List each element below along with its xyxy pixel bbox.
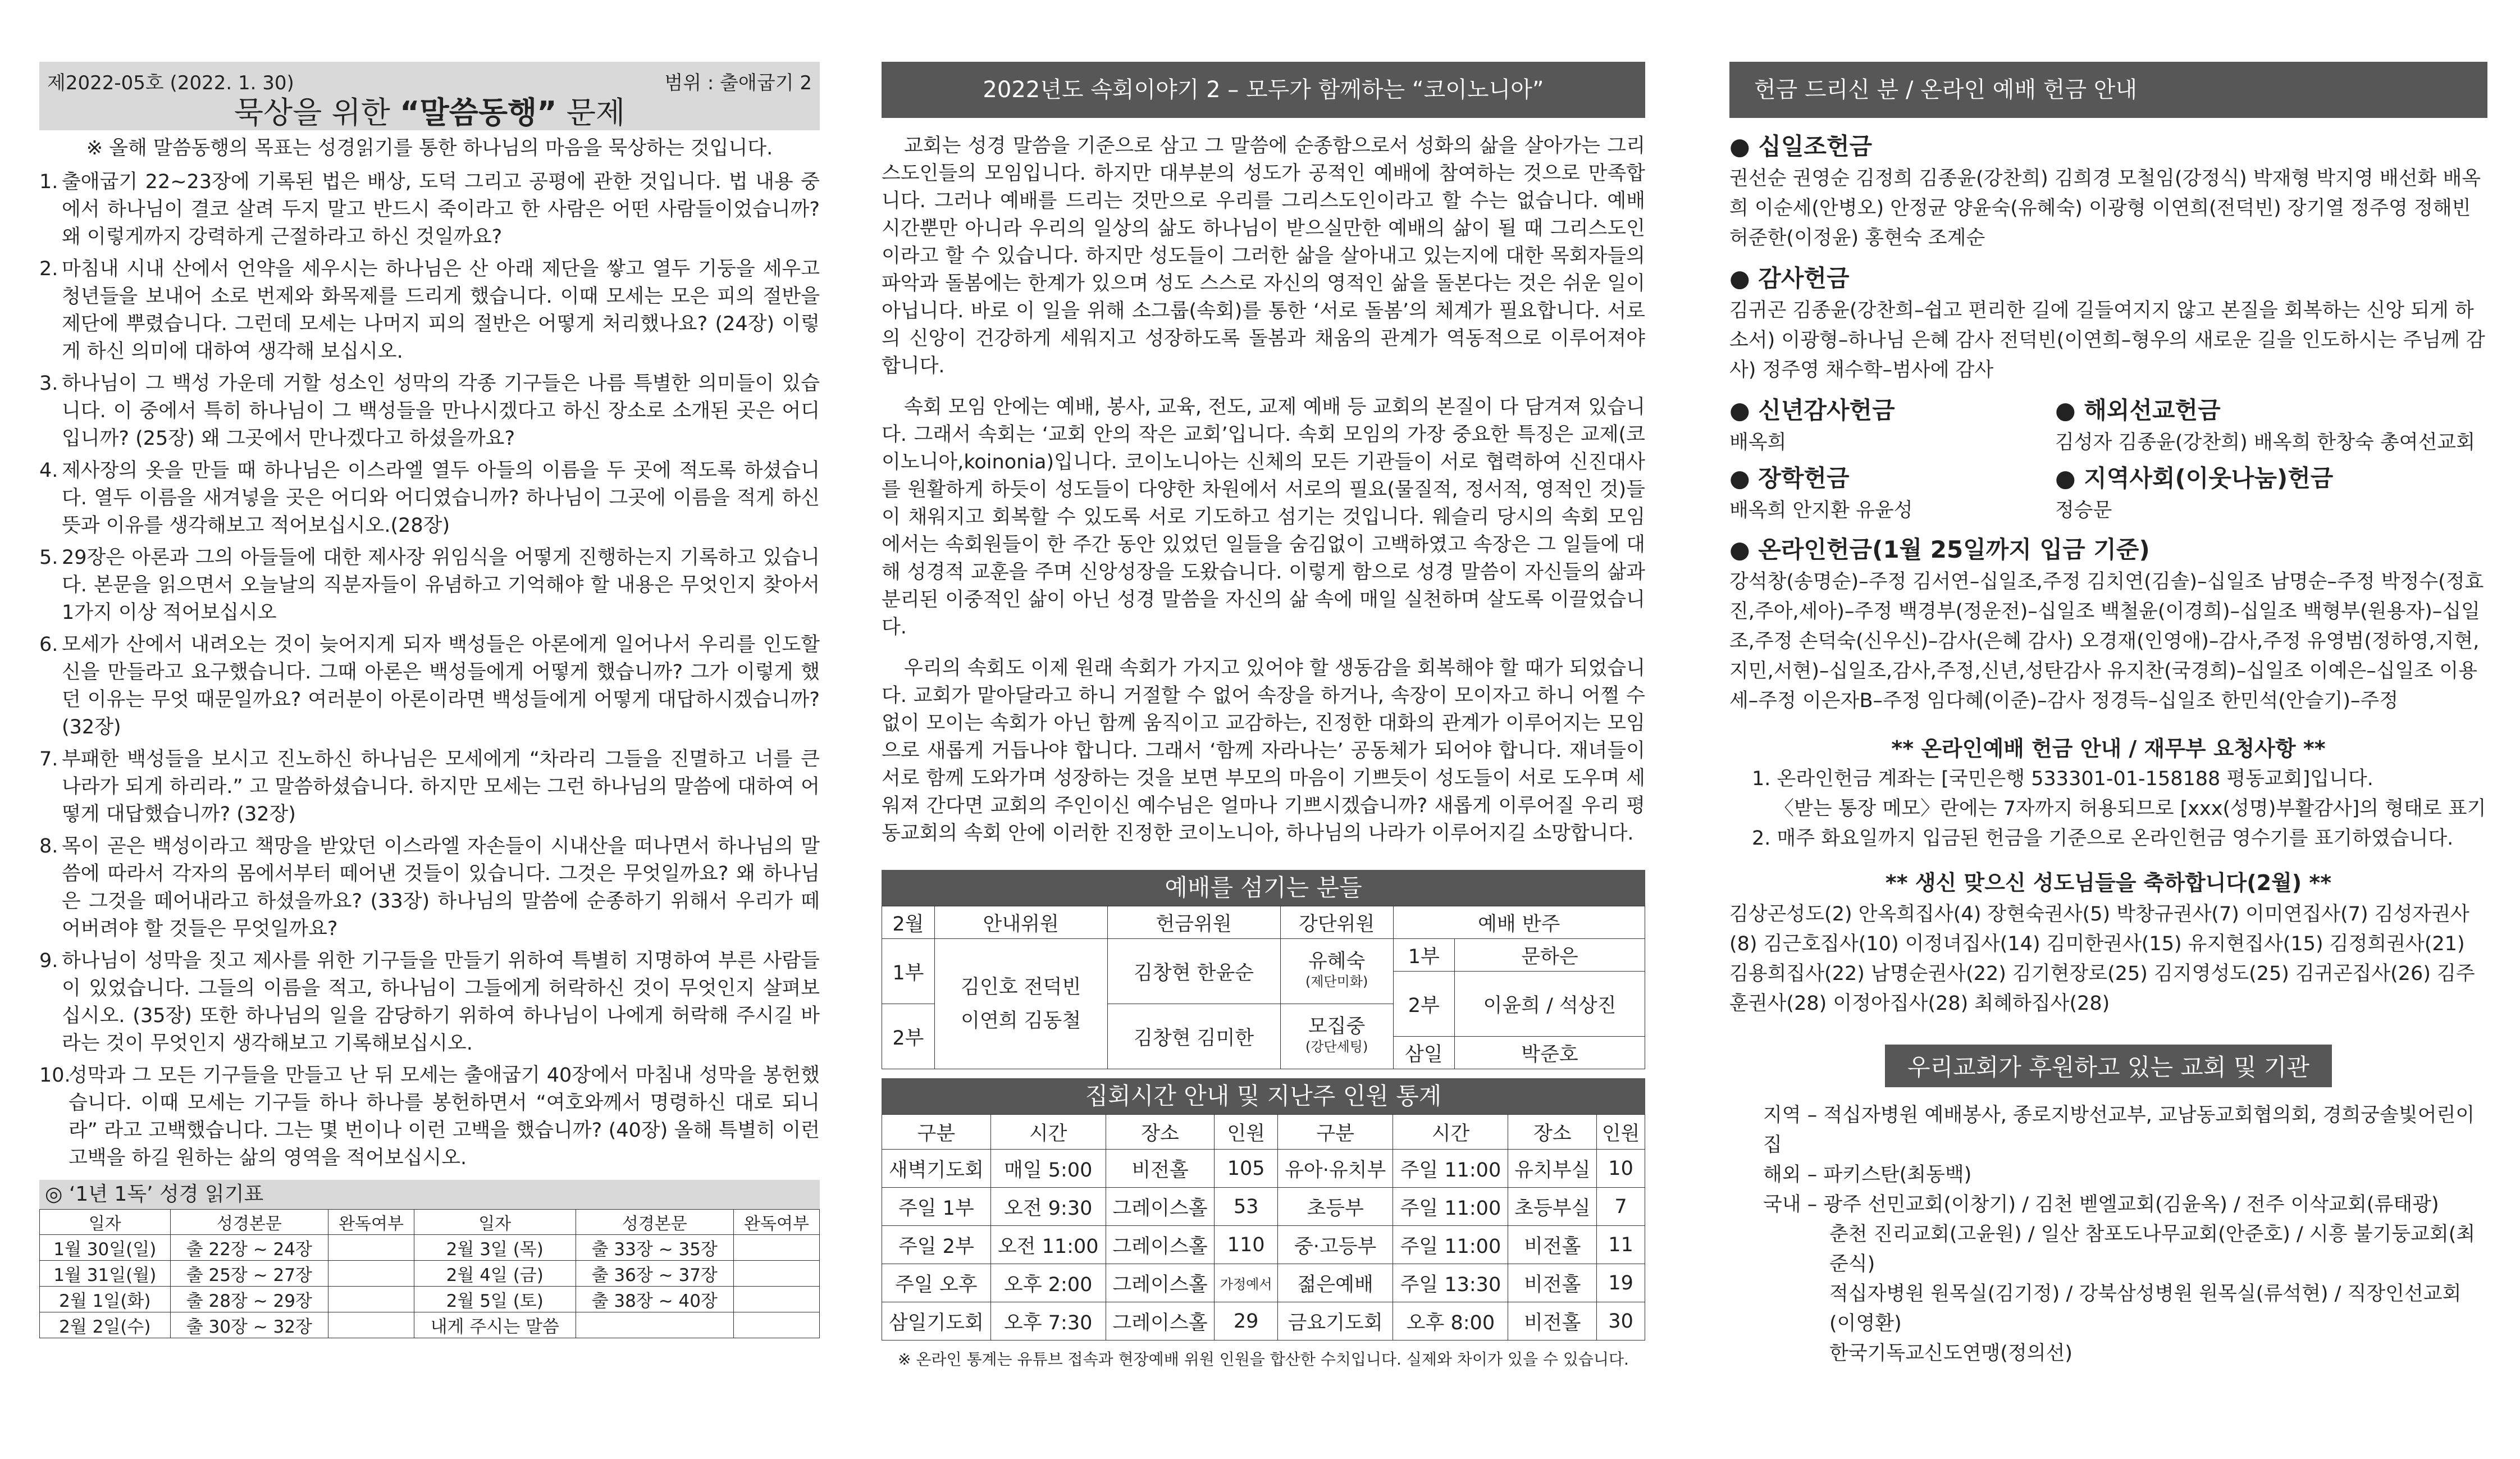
table-cell: 오후 8:00 (1393, 1302, 1508, 1341)
table-row (882, 1188, 1645, 1226)
read-checkbox[interactable] (734, 1235, 820, 1261)
title-bold: “말씀동행” (400, 95, 557, 130)
article-paragraph: 우리의 속회도 이제 원래 속회가 가지고 있어야 할 생동감을 회복해야 할 때가 되었습니다. 교회가 맡아달라고 하니 거절할 수 없어 속장을 하거나, 속장이 모이자고 하니 어쩔 수 없이 모이는 속회가 아닌 함께 움직이고 교감하는, 진정한 대화의 관계가 이루어지는 모임으로 새롭게 거듭나야 합니다. 그래서 ‘함께 자라나는’ 공동체가 되어야 합니다. 재녀들이 서로 함께 도와가며 성장하는 것을 보면 부모의 마음이 기쁘듯이 성도들이 서로 도우며 세워져 간다면 교회의 주인이신 예수님은 얼마나 기쁘시겠습니까? 새롭게 이루어질 우리 평동교회의 속회 안에 이러한 진정한 코이노니아, 하나님의 나라가 이루어지길 소망합니다. (882, 657, 1645, 845)
read-checkbox[interactable] (734, 1312, 820, 1338)
table-cell: 1월 30일(일) (40, 1235, 171, 1261)
table-header: 인원 (1215, 1115, 1278, 1150)
question-text: 29장은 아론과 그의 아들들에 대한 제사장 위임식을 어떻게 진행하는지 기록하고 있습니다. 본문을 읽으면서 오늘날의 직분자들이 유념하고 기억해야 할 내용은 무엇인지 찾아서 1가지 이상 적어보십시오 (62, 546, 820, 624)
table-cell (1280, 1004, 1393, 1069)
read-checkbox[interactable] (328, 1261, 414, 1287)
table-header: 성경본문 (170, 1210, 328, 1235)
mission-title: ● 해외선교헌금 (2055, 396, 2221, 424)
stats-table (882, 1114, 1645, 1341)
stats-title: 집회시간 안내 및 지난주 인원 통계 (882, 1078, 1645, 1114)
table-cell: 김창현 한윤순 (1107, 939, 1280, 1004)
table-cell: 비전홀 (1508, 1264, 1597, 1302)
issue-number: 제2022-05호 (2022. 1. 30) (47, 72, 294, 94)
online-names: 강석창(송명순)–주정 김서연–십일조,주정 김치연(김솔)–십일조 남명순–주정 박정수(정효진,주아,세아)–주정 백경부(정운전)–십일조 백철윤(이경희)–십일조 백형부(원용자)–십일조,주정 손덕숙(신우신)–감사(은혜 감사) 오경재(인영애)–감사,주정 유영범(정하영,지현,지민,서현)–십일조,감사,주정,신년,성탄감사 유지찬(국경희)–십일조 이예은–십일조 이용세–주정 이은자B–주정 임다혜(이준)–감사 정경득–십일조 한민석(안슬기)–주정 (1729, 571, 2484, 712)
table-cell: 7 (1597, 1188, 1645, 1226)
question-number: 6. (39, 633, 58, 656)
thanks-names: 김귀곤 김종윤(강찬희–쉽고 편리한 길에 길들여지지 않고 본질을 회복하는 신앙 되게 하소서) 이광형–하나님 은혜 감사 전덕빈(이연희–형우의 새로운 길을 인도하시는 주님께 감사) 정주영 채수학–범사에 감사 (1729, 299, 2485, 381)
support-local: 지역 – 적십자병원 예배봉사, 종로지방선교부, 교남동교회협의회, 경희궁솔빛어린이집 (1763, 1104, 2475, 1156)
table-header: 일자 (414, 1210, 576, 1235)
table-cell: 금요기도회 (1277, 1302, 1393, 1341)
table-header: 시간 (990, 1115, 1106, 1150)
table-cell: 새벽기도회 (882, 1150, 991, 1188)
table-cell: 오전 11:00 (990, 1226, 1106, 1264)
table-cell: 30 (1597, 1302, 1645, 1341)
question-item (39, 947, 820, 1057)
newyear-title: ● 신년감사헌금 (1729, 396, 1895, 424)
stats-note: ※ 온라인 통계는 유튜브 접속과 현장예배 위원 인원을 합산한 수치입니다. 실제와 차이가 있을 수 있습니다. (898, 1350, 1629, 1369)
table-header: 인원 (1597, 1115, 1645, 1150)
table-header: 강단위원 (1280, 906, 1393, 939)
table-cell: 이윤희 / 석상진 (1454, 972, 1645, 1037)
table-cell: 초등부 (1277, 1188, 1393, 1226)
table-cell: 53 (1215, 1188, 1278, 1226)
left-column (39, 62, 820, 1338)
question-number: 7. (39, 748, 58, 770)
online-guide-1b: 〈받는 통장 메모〉란에는 7자까지 허용되므로 [xxx(성명)부활감사]의 형태로 표기 (1774, 797, 2486, 820)
table-cell: 1부 (882, 939, 935, 1004)
table-header: 구분 (882, 1115, 991, 1150)
altar-role: (제단미화) (1305, 973, 1368, 990)
scholarship-names: 배옥희 안지환 유윤성 (1729, 499, 1913, 522)
table-header: 장소 (1508, 1115, 1597, 1150)
table-cell: 삼일 (1393, 1037, 1454, 1069)
question-number: 9. (39, 950, 58, 972)
support-header (1729, 1045, 2487, 1087)
question-header (39, 62, 820, 130)
table-header: 완독여부 (328, 1210, 414, 1235)
table-cell (934, 939, 1107, 1069)
community-title: ● 지역사회(이웃나눔)헌금 (2055, 464, 2334, 492)
stats-section (882, 1078, 1645, 1370)
table-row (882, 1150, 1645, 1188)
read-checkbox[interactable] (328, 1287, 414, 1312)
table-cell: 주일 11:00 (1393, 1150, 1508, 1188)
read-checkbox[interactable] (734, 1261, 820, 1287)
table-header: 안내위원 (934, 906, 1107, 939)
mission-names: 김성자 김종윤(강찬희) 배옥희 한창숙 총여선교회 (2055, 431, 2476, 454)
table-cell: 문하은 (1454, 939, 1645, 972)
table-cell: 주일 오후 (882, 1264, 991, 1302)
table-cell: 가정예서 (1215, 1264, 1278, 1302)
thanks-title: ● 감사헌금 (1729, 265, 1850, 292)
question-number: 3. (39, 372, 58, 395)
table-row (882, 1302, 1645, 1341)
intro-note: ※ 올해 말씀동행의 목표는 성경읽기를 통한 하나님의 마음을 묵상하는 것입니다. (86, 137, 773, 159)
table-cell: 2월 4일 (금) (414, 1261, 576, 1287)
question-text: 제사장의 옷을 만들 때 하나님은 이스라엘 열두 아들의 이름을 두 곳에 적도록 하셨습니다. 열두 이름을 새겨넣을 곳은 어디와 어디였습니까? 하나님이 그곳에 이름을 적게 하신 뜻과 이유를 생각해보고 적어보십시오.(28장) (62, 459, 820, 537)
question-item (39, 457, 820, 540)
support-list (1729, 1101, 2487, 1369)
table-cell: 오후 7:30 (990, 1302, 1106, 1341)
table-cell: 중·고등부 (1277, 1226, 1393, 1264)
question-item (39, 833, 820, 943)
table-cell: 유아·유치부 (1277, 1150, 1393, 1188)
table-cell: 출 33장 ~ 35장 (576, 1235, 733, 1261)
question-text: 성막과 그 모든 기구들을 만들고 난 뒤 모세는 출애굽기 40장에서 마침내 성막을 봉헌했습니다. 이때 모세는 기구들 하나 하나를 봉헌하면서 “여호와께서 명령하신 대로 되니라” 라고 고백했습니다. 그는 몇 번이나 이런 고백을 했습니까? (40장) 올해 특별히 이런 고백을 하길 원하는 삶의 영역을 적어보십시오. (69, 1064, 820, 1169)
question-item (39, 370, 820, 453)
birthday-names: 김상곤성도(2) 안옥희집사(4) 장현숙권사(5) 박창규권사(7) 이미연집사(7) 김성자권사(8) 김근호집사(10) 이정녀집사(14) 김미한권사(15) 유지현집사(15) 김정희권사(21) 김용희집사(22) 남명순권사(22) 김기현장로(25) 김지영성도(25) 김귀곤집사(26) 김주훈권사(28) 이정아집사(28) 최혜하집사(28) (1729, 903, 2475, 1015)
online-guide-1: 1. 온라인헌금 계좌는 [국민은행 533301-01-158188 평동교회]입니다. (1752, 768, 2373, 790)
table-cell: 출 36장 ~ 37장 (576, 1261, 733, 1287)
table-cell: 주일 2부 (882, 1226, 991, 1264)
table-cell: 주일 11:00 (1393, 1188, 1508, 1226)
article-paragraph: 속회 모임 안에는 예배, 봉사, 교육, 전도, 교제 예배 등 교회의 본질이 다 담겨져 있습니다. 그래서 속회는 ‘교회 안의 작은 교회’입니다. 속회 모임의 가장 중요한 특징은 교제(코이노니아,koinonia)입니다. 코이노니아는 신체의 모든 기관들이 서로 협력하여 신진대사를 원활하게 하듯이 성도들이 다양한 차원에서 서로의 필요(물질적, 정서적, 영적인 것)들이 채워지고 회복할 수 있도록 서로 기도하고 섬기는 것입니다. 웨슬리 당시의 속회 모임에서는 속회원들이 한 주간 동안 있었던 일들을 숨김없이 고백하였고 속장은 그 일들에 대해 성경적 교훈을 주며 신앙성장을 도왔습니다. 이렇게 함으로 성경 말씀이 자신들의 삶과 분리된 이중적인 삶이 아닌 성경 말씀을 자신의 삶 속에 매일 실천하며 살도록 이끌었습니다. (882, 396, 1645, 639)
usher-names-2: 이연희 김동철 (961, 1009, 1081, 1032)
reading-plan-title: ◎ ‘1년 1독’ 성경 읽기표 (39, 1180, 820, 1209)
question-number: 1. (39, 171, 58, 193)
question-text: 마침내 시내 산에서 언약을 세우시는 하나님은 산 아래 제단을 쌓고 열두 기둥을 세우고 청년들을 보내어 소로 번제와 화목제를 드리게 했습니다. 이때 모세는 모은 피의 절반을 제단에 뿌렸습니다. 그런데 모세는 나머지 피의 절반은 어떻게 처리했나요? (24장) 이렇게 하신 의미에 대하여 생각해 보십시오. (62, 258, 820, 363)
middle-column (882, 62, 1645, 1370)
table-cell: 2월 1일(화) (40, 1287, 171, 1312)
table-row (40, 1287, 820, 1312)
online-guide-2: 2. 매주 화요일까지 입금된 헌금을 기준으로 온라인헌금 영수기를 표기하였습니다. (1752, 827, 2454, 850)
table-cell: 110 (1215, 1226, 1278, 1264)
read-checkbox[interactable] (328, 1312, 414, 1338)
table-cell: 그레이스홀 (1106, 1188, 1215, 1226)
table-cell: 2부 (882, 1004, 935, 1069)
table-header: 장소 (1106, 1115, 1215, 1150)
scholarship-title: ● 장학헌금 (1729, 464, 1850, 492)
newyear-names: 배옥희 (1729, 431, 1787, 454)
table-cell: 출 30장 ~ 32장 (170, 1312, 328, 1338)
table-cell: 오전 9:30 (990, 1188, 1106, 1226)
scripture-range: 범위 : 출애굽기 2 (664, 72, 812, 94)
table-header: 일자 (40, 1210, 171, 1235)
table-cell: 출 28장 ~ 29장 (170, 1287, 328, 1312)
offering-list (1729, 129, 2487, 1369)
table-cell: 2월 2일(수) (40, 1312, 171, 1338)
table-cell: 내게 주시는 말씀 (414, 1312, 576, 1338)
online-guide-title: ** 온라인예배 헌금 안내 / 재무부 요청사항 ** (1891, 736, 2326, 761)
question-number: 8. (39, 835, 58, 858)
section-title: 헌금 드리신 분 / 온라인 예배 헌금 안내 (1729, 62, 2487, 118)
article-body (882, 133, 1645, 847)
table-cell: 출 22장 ~ 24장 (170, 1235, 328, 1261)
table-cell: 1월 31일(월) (40, 1261, 171, 1287)
table-cell: 김창현 김미한 (1107, 1004, 1280, 1069)
table-cell: 10 (1597, 1150, 1645, 1188)
question-item (39, 631, 820, 741)
support-domestic: 국내 – 광주 선민교회(이창기) / 김천 벧엘교회(김윤옥) / 전주 이삭교회(류태광) (1763, 1193, 2439, 1216)
question-text: 모세가 산에서 내려오는 것이 늦어지게 되자 백성들은 아론에게 일어나서 우리를 인도할 신을 만들라고 요구했습니다. 그때 아론은 백성들에게 어떻게 했습니까? 그가 이렇게 했던 이유는 무엇 때문일까요? 여러분이 아론이라면 백성들에게 어떻게 대답하시겠습니까? (32장) (62, 633, 820, 738)
table-header: 성경본문 (576, 1210, 733, 1235)
table-cell: 105 (1215, 1150, 1278, 1188)
table-cell: 29 (1215, 1302, 1278, 1341)
table-cell: 2부 (1393, 972, 1454, 1037)
table-cell: 그레이스홀 (1106, 1302, 1215, 1341)
table-cell: 주일 11:00 (1393, 1226, 1508, 1264)
table-header: 예배 반주 (1393, 906, 1645, 939)
table-cell: 오후 2:00 (990, 1264, 1106, 1302)
article-paragraph: 교회는 성경 말씀을 기준으로 삼고 그 말씀에 순종함으로서 성화의 삶을 살아가는 그리스도인들의 모임입니다. 하지만 대부분의 성도가 공적인 예배에 참여하는 것으로 만족합니다. 그러나 예배를 드리는 것만으로 우리를 그리스도인이라고 할 수는 없습니다. 예배 시간뿐만 아니라 우리의 일상의 삶도 하나님이 받으실만한 예배의 삶이 될 때 그리스도인이라고 할 수 있습니다. 하지만 성도들이 그러한 삶을 살아내고 있는지에 대한 목회자들의 파악과 돌봄에는 한계가 있으며 성도 스스로 자신의 영적인 삶을 돌본다는 것은 쉬운 일이 아닙니다. 바로 이 일을 위해 소그룹(속회)를 통한 ‘서로 돌봄’의 체계가 필요합니다. 서로의 신앙이 건강하게 세워지고 성장하도록 돌봄과 채움의 관계가 역동적으로 이루어져야 합니다. (882, 135, 1645, 377)
table-cell: 2월 5일 (토) (414, 1287, 576, 1312)
table-header: 2월 (882, 906, 935, 939)
table-cell (1280, 939, 1393, 1004)
table-cell: 그레이스홀 (1106, 1226, 1215, 1264)
altar-name: 모집중 (1308, 1015, 1366, 1038)
support-overseas: 해외 – 파키스탄(최동백) (1763, 1164, 1972, 1186)
tithe-names: 권선순 권영순 김정희 김종윤(강찬희) 김희경 모철임(강정식) 박재형 박지영 배선화 배옥희 이순세(안병오) 안정균 양윤숙(유혜숙) 이광형 이연희(전덕빈) 장기열 정주영 정해빈 허준한(이정윤) 홍현숙 조계순 (1729, 167, 2481, 249)
table-row (40, 1235, 820, 1261)
table-cell: 매일 5:00 (990, 1150, 1106, 1188)
table-cell: 박준호 (1454, 1037, 1645, 1069)
usher-names-1: 김인호 전덕빈 (961, 975, 1081, 998)
table-cell: 출 25장 ~ 27장 (170, 1261, 328, 1287)
question-text: 하나님이 그 백성 가운데 거할 성소인 성막의 각종 기구들은 나름 특별한 의미들이 있습니다. 이 중에서 특히 하나님이 그 백성들을 만나시겠다고 하신 장소로 소개된 곳은 어디입니까? (25장) 왜 그곳에서 만나겠다고 하셨을까요? (62, 372, 820, 450)
table-cell: 초등부실 (1508, 1188, 1597, 1226)
question-text: 하나님이 성막을 짓고 제사를 위한 기구들을 만들기 위하여 특별히 지명하여 부른 사람들이 있었습니다. 그들의 이름을 적고, 하나님이 그들에게 허락하신 것이 무엇인지 살펴보십시오. (35장) 또한 하나님의 일을 감당하기 위하여 하나님이 나에게 허락해 주시길 바라는 것이 무엇인지 생각해보고 기록해보십시오. (62, 950, 820, 1055)
reading-table (39, 1209, 820, 1338)
support-domestic-3: 적십자병원 원목실(김기정) / 강북삼성병원 원목실(류석현) / 직장인선교회(이영환) (1829, 1283, 2462, 1335)
question-number: 2. (39, 258, 58, 280)
table-header: 헌금위원 (1107, 906, 1280, 939)
reading-plan (39, 1180, 820, 1338)
question-text: 출애굽기 22~23장에 기록된 법은 배상, 도덕 그리고 공평에 관한 것입니다. 법 내용 중에서 하나님이 결코 살려 두지 말고 반드시 죽이라고 한 사람은 어떤 사람들이었습니까? 왜 이렇게까지 강력하게 근절하라고 하신 것일까요? (62, 171, 820, 248)
table-cell: 삼일기도회 (882, 1302, 991, 1341)
table-cell: 출 38장 ~ 40장 (576, 1287, 733, 1312)
read-checkbox[interactable] (328, 1235, 414, 1261)
title-suffix: 문제 (556, 95, 626, 130)
question-item (39, 256, 820, 366)
table-cell: 주일 13:30 (1393, 1264, 1508, 1302)
servers-table (882, 906, 1645, 1069)
altar-name: 유혜숙 (1308, 950, 1366, 973)
question-item (39, 1062, 820, 1172)
table-row (882, 1264, 1645, 1302)
table-cell: 주일 1부 (882, 1188, 991, 1226)
table-cell: 2월 3일 (목) (414, 1235, 576, 1261)
table-cell: 비전홀 (1508, 1226, 1597, 1264)
table-cell: 11 (1597, 1226, 1645, 1264)
question-item (39, 544, 820, 627)
table-cell: 유치부실 (1508, 1150, 1597, 1188)
tithe-title: ● 십일조헌금 (1729, 133, 1873, 160)
table-row (882, 1226, 1645, 1264)
altar-role: (강단세팅) (1305, 1038, 1368, 1055)
servers-title: 예배를 섬기는 분들 (882, 870, 1645, 906)
support-domestic-4: 한국기독교신도연맹(정의선) (1829, 1342, 2073, 1365)
online-title: ● 온라인헌금(1월 25일까지 입금 기준) (1729, 536, 2150, 563)
table-cell: 젊은예배 (1277, 1264, 1393, 1302)
table-header: 시간 (1393, 1115, 1508, 1150)
question-list (39, 168, 820, 1172)
birthday-title: ** 생신 맞으신 성도님들을 축하합니다(2월) ** (1885, 870, 2332, 895)
offering-grid (1729, 393, 2487, 526)
question-item (39, 746, 820, 828)
table-header: 구분 (1277, 1115, 1393, 1150)
question-number: 5. (39, 546, 58, 569)
question-number: 10. (39, 1064, 71, 1087)
table-cell: 그레이스홀 (1106, 1264, 1215, 1302)
servers-section (882, 870, 1645, 1069)
section-title: 2022년도 속회이야기 2 – 모두가 함께하는 “코이노니아” (882, 62, 1645, 118)
page-title (39, 89, 820, 132)
question-number: 4. (39, 459, 58, 482)
question-item (39, 168, 820, 251)
right-column (1729, 62, 2487, 1369)
table-header: 완독여부 (734, 1210, 820, 1235)
read-checkbox[interactable] (734, 1287, 820, 1312)
question-text: 목이 곧은 백성이라고 책망을 받았던 이스라엘 자손들이 시내산을 떠나면서 하나님의 말씀에 따라서 각자의 몸에서부터 떼어낸 것들이 있습니다. 그것은 무엇일까요? 왜 하나님은 그것을 떼어내라고 하셨을까요? (33장) 하나님의 말씀에 순종하기 위해서 우리가 떼어버려야 할 것들은 무엇일까요? (62, 835, 820, 940)
support-domestic-2: 춘천 진리교회(고윤원) / 일산 참포도나무교회(안준호) / 시흥 불기둥교회(최준식) (1829, 1223, 2476, 1275)
community-names: 정승문 (2055, 499, 2112, 522)
table-row (40, 1312, 820, 1338)
table-row (40, 1261, 820, 1287)
support-title: 우리교회가 후원하고 있는 교회 및 기관 (1885, 1045, 2332, 1087)
table-cell (576, 1312, 733, 1338)
table-cell: 19 (1597, 1264, 1645, 1302)
question-text: 부패한 백성들을 보시고 진노하신 하나님은 모세에게 “차라리 그들을 진멸하고 너를 큰 나라가 되게 하리라.” 고 말씀하셨습니다. 하지만 모세는 그런 하나님의 말씀에 대하여 어떻게 대답했습니까? (32장) (62, 748, 820, 826)
table-cell: 1부 (1393, 939, 1454, 972)
table-cell: 비전홀 (1508, 1302, 1597, 1341)
title-prefix: 묵상을 위한 (234, 95, 400, 130)
table-cell: 비전홀 (1106, 1150, 1215, 1188)
